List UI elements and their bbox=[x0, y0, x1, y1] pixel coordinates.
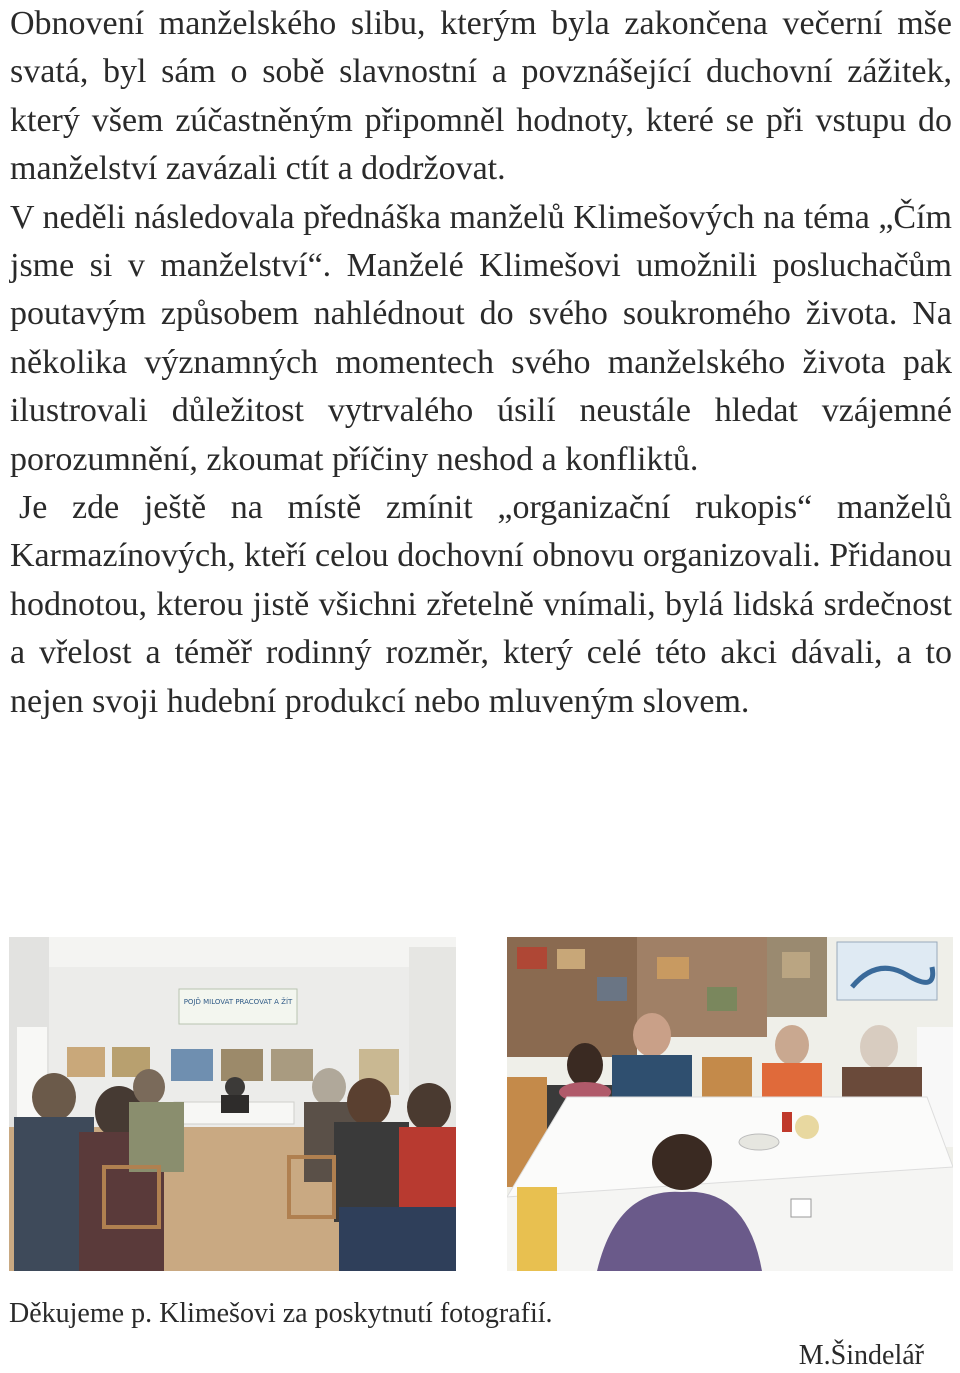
banner-text: POJĎ MILOVAT PRACOVAT A ŽÍT bbox=[183, 998, 293, 1006]
photo-table-conversation bbox=[507, 937, 953, 1271]
photo-table-illustration bbox=[507, 937, 953, 1271]
photo-lecture-audience bbox=[9, 937, 456, 1271]
article-body bbox=[10, 0, 952, 726]
paragraph-1: Obnovení manželského slibu, kterým byla zakončena večerní mše svatá, byl sám o sobě slavnostní a povznášející duchovní zážitek, který všem zúčastněným připomněl hodnoty, které se při vstupu do manželství zavázali ctít a dodržovat. bbox=[10, 5, 952, 188]
photo-caption: Děkujeme p. Klimešovi za poskytnutí fotografií. bbox=[9, 1298, 553, 1329]
paragraph-3: Je zde ještě na místě zmínit „organizační rukopis“ manželů Karmazínových, kteří celou dochovní obnovu organizovali. Přidanou hodnotou, kterou jistě všichni zřetelně vnímali, bylá lidská srdečnost a vřelost a téměř rodinný rozměr, který celé této akci dávali, a to nejen svoji hudební produkcí nebo mluveným slovem. bbox=[10, 489, 952, 720]
author-signature: M.Šindelář bbox=[798, 1340, 924, 1371]
paragraph-2: V neděli následovala přednáška manželů Klimešových na téma „Čím jsme si v manželství“. Manželé Klimešovi umožnili posluchačům poutavým způsobem nahlédnout do svého soukromého života. Na několika významných momentech svého manželského života pak ilustrovali důležitost vytrvalého úsilí neustále hledat vzájemné porozumnění, zkoumat příčiny neshod a konfliktů. bbox=[10, 198, 952, 478]
photo-lecture-illustration bbox=[9, 937, 456, 1271]
